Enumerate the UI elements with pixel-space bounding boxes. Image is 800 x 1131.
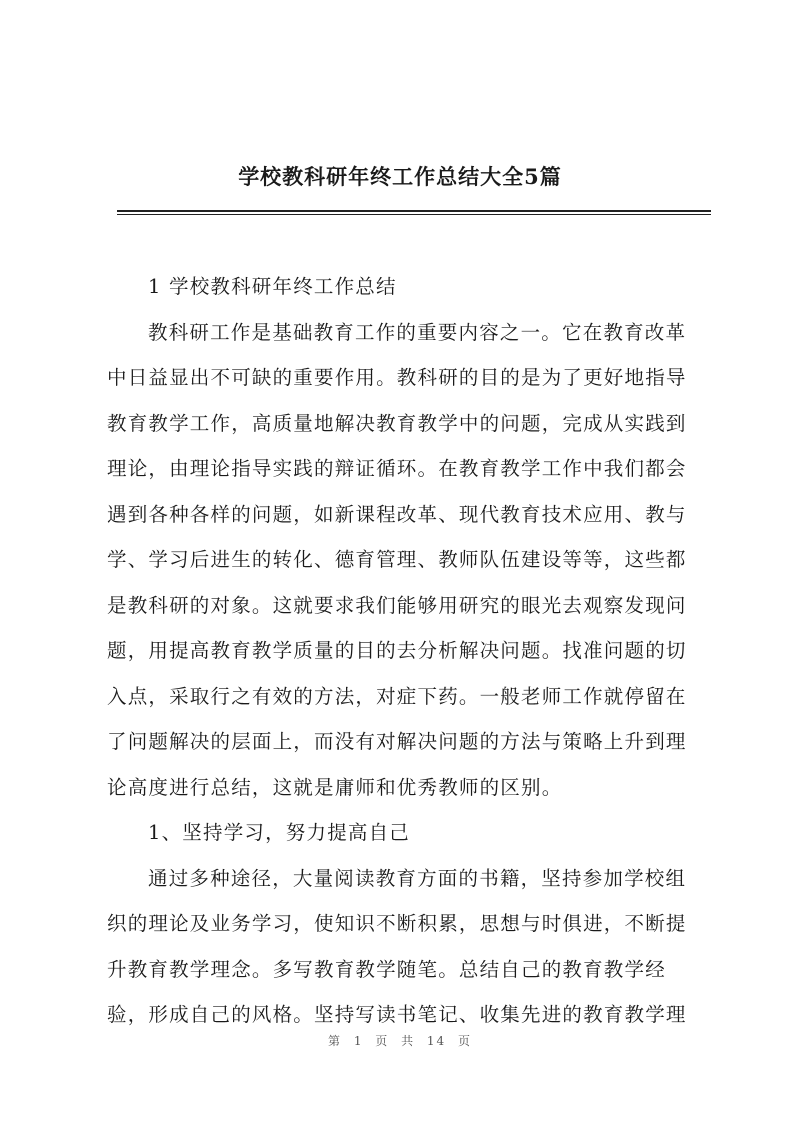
title-rule-thin — [117, 214, 711, 215]
paragraph-line: 教育教学工作，高质量地解决教育教学中的问题，完成从实践到 — [107, 411, 687, 435]
paragraph-line: 学、学习后进生的转化、德育管理、教师队伍建设等等，这些都 — [107, 548, 687, 571]
paragraph-line: 论高度进行总结，这就是庸师和优秀教师的区别。 — [107, 775, 563, 799]
paragraph-line: 遇到各种各样的问题，如新课程改革、现代教育技术应用、教与 — [107, 502, 687, 526]
paragraph-line: 是教科研的对象。这就要求我们能够用研究的眼光去观察发现问 — [107, 593, 687, 617]
paragraph-line: 通过多种途径，大量阅读教育方面的书籍，坚持参加学校组 — [148, 866, 687, 890]
paragraph-line: 织的理论及业务学习，使知识不断积累，思想与时俱进，不断提 — [107, 912, 687, 935]
paragraph-line: 理论，由理论指导实践的辩证循环。在教育教学工作中我们都会 — [107, 457, 687, 480]
paragraph-line: 教科研工作是基础教育工作的重要内容之一。它在教育改革 — [148, 320, 687, 344]
document-title: 学校教科研年终工作总结大全5篇 — [238, 164, 562, 189]
section-heading: 1 学校教科研年终工作总结 — [148, 275, 397, 298]
paragraph-line: 了问题解决的层面上，而没有对解决问题的方法与策略上升到理 — [107, 730, 687, 753]
document-body — [107, 264, 711, 1038]
page-footer: 第 1 页 共 14 页 — [328, 1034, 472, 1048]
title-rule-thick — [117, 210, 711, 212]
paragraph-line: 升教育教学理念。多写教育教学随笔。总结自己的教育教学经 — [107, 957, 666, 981]
subsection-heading: 1、坚持学习，努力提高自己 — [148, 821, 411, 844]
paragraph-line: 验，形成自己的风格。坚持写读书笔记、收集先进的教育教学理 — [107, 1003, 687, 1026]
paragraph-line: 题，用提高教育教学质量的目的去分析解决问题。找准问题的切 — [107, 639, 687, 662]
paragraph-line: 入点，采取行之有效的方法，对症下药。一般老师工作就停留在 — [107, 684, 687, 708]
paragraph-line: 中日益显出不可缺的重要作用。教科研的目的是为了更好地指导 — [107, 366, 687, 389]
